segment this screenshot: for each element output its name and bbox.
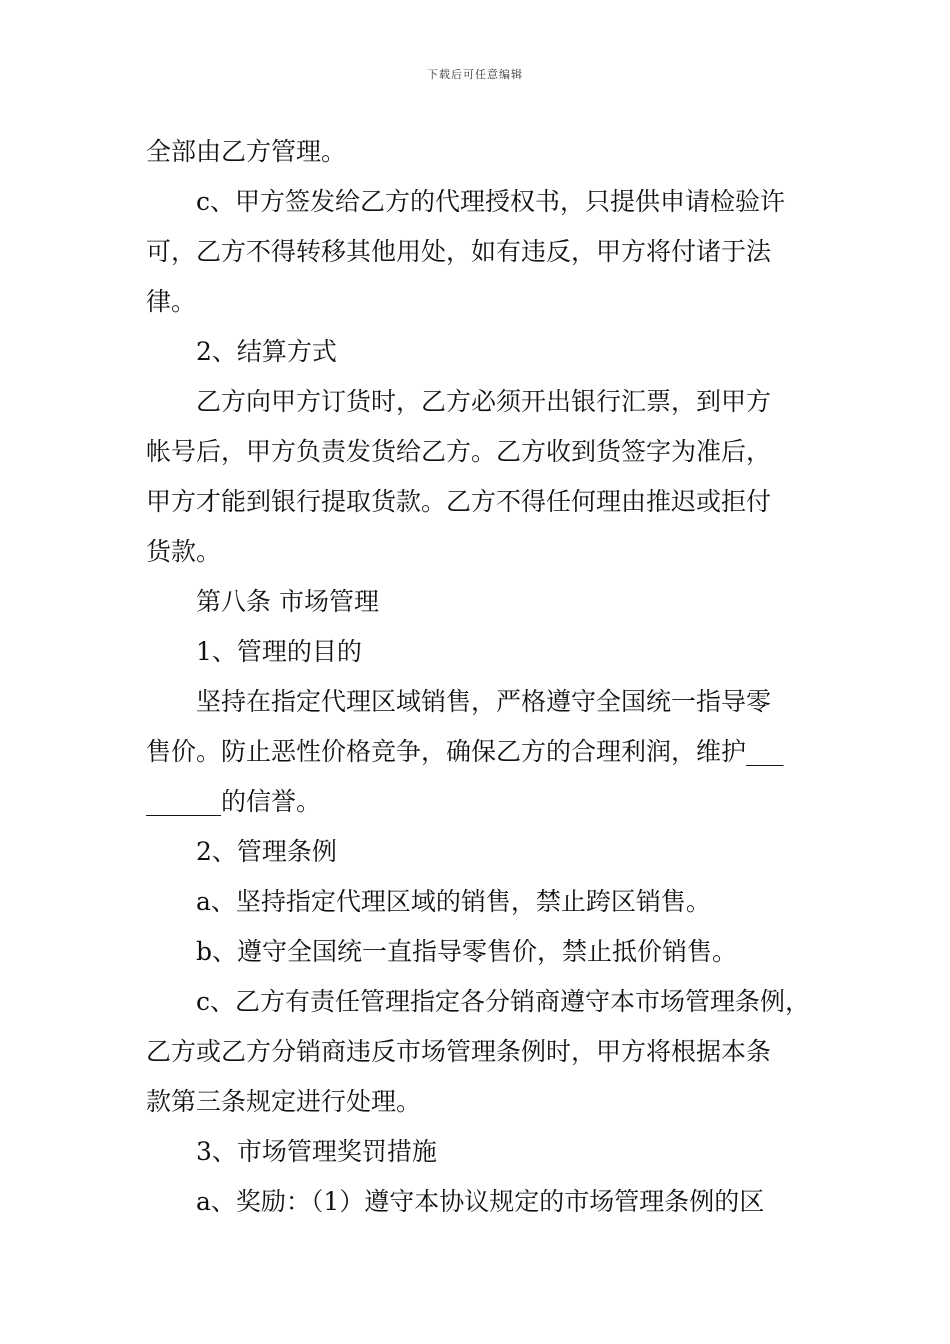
text-line: ______的信誉。 bbox=[146, 787, 322, 816]
list-item: c、乙方有责任管理指定各分销商遵守本市场管理条例， bbox=[196, 987, 811, 1016]
page-header: 下载后可任意编辑 bbox=[427, 68, 523, 81]
section-heading: 2、结算方式 bbox=[196, 337, 337, 366]
text-line: 货款。 bbox=[146, 537, 222, 566]
text-line: 全部由乙方管理。 bbox=[146, 137, 347, 166]
text-line: 帐号后，甲方负责发货给乙方。乙方收到货签字为准后， bbox=[146, 437, 772, 466]
document-body bbox=[146, 127, 810, 1227]
list-item: a、奖励：（1）遵守本协议规定的市场管理条例的区 bbox=[196, 1187, 765, 1216]
text-line: 售价。防止恶性价格竞争，确保乙方的合理利润，维护___ bbox=[146, 737, 784, 766]
list-item: a、坚持指定代理区域的销售，禁止跨区销售。 bbox=[196, 887, 711, 916]
section-heading: 3、市场管理奖罚措施 bbox=[196, 1137, 437, 1166]
text-line: 可，乙方不得转移其他用处，如有违反，甲方将付诸于法 bbox=[146, 237, 772, 266]
text-line: 乙方向甲方订货时，乙方必须开出银行汇票，到甲方 bbox=[196, 387, 772, 416]
section-heading: 1、管理的目的 bbox=[196, 637, 362, 666]
text-line: 律。 bbox=[146, 287, 197, 316]
text-line: 乙方或乙方分销商违反市场管理条例时，甲方将根据本条 bbox=[146, 1037, 772, 1066]
text-line: 款第三条规定进行处理。 bbox=[146, 1087, 422, 1116]
text-line: 坚持在指定代理区域销售，严格遵守全国统一指导零 bbox=[196, 687, 772, 716]
article-heading: 第八条 市场管理 bbox=[196, 587, 379, 616]
section-heading: 2、管理条例 bbox=[196, 837, 337, 866]
list-item: b、遵守全国统一直指导零售价，禁止抵价销售。 bbox=[196, 937, 738, 966]
text-line: c、甲方签发给乙方的代理授权书，只提供申请检验许 bbox=[196, 187, 786, 216]
text-line: 甲方才能到银行提取货款。乙方不得任何理由推迟或拒付 bbox=[146, 487, 772, 516]
